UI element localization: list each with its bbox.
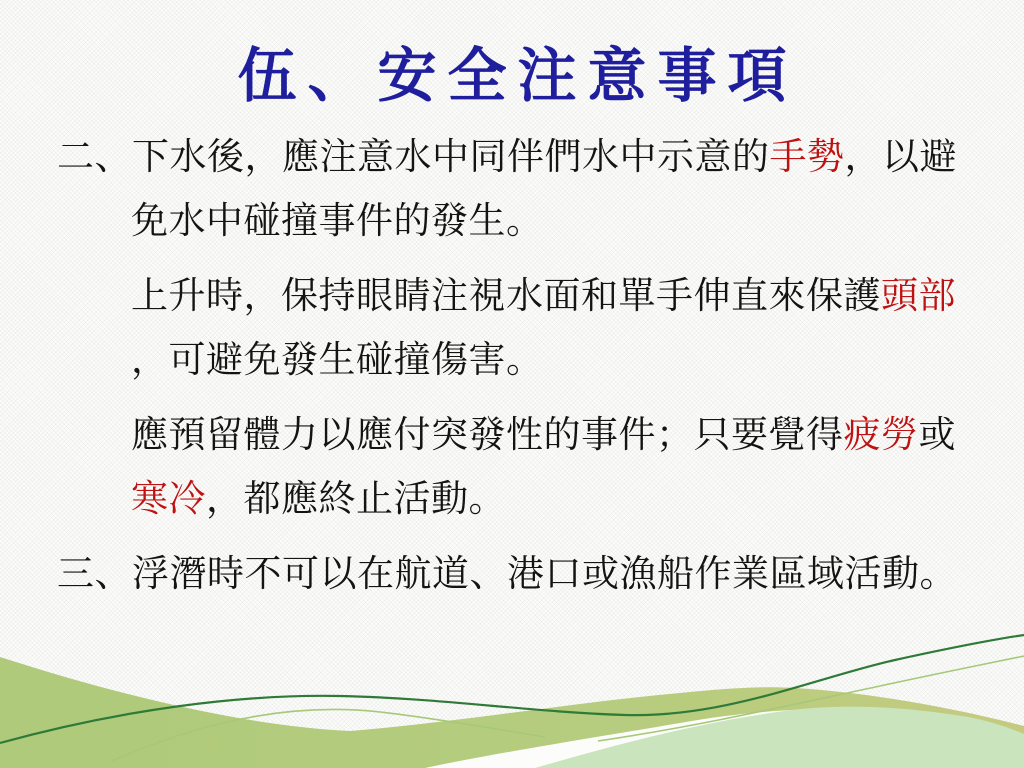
highlight-cold: 寒冷	[131, 479, 206, 520]
text-run: 三、浮潛時不可以在航道、港口或漁船作業區域活動。	[57, 554, 957, 595]
wave-white-gap	[425, 709, 1024, 768]
body-line-3	[57, 265, 980, 329]
body-line-7	[57, 543, 980, 607]
text-run: ，都應終止活動。	[206, 479, 506, 520]
highlight-hand-signals: 手勢	[769, 137, 845, 178]
body-line-1	[57, 126, 980, 190]
wave-line-dark	[0, 635, 1024, 743]
body-line-2	[57, 190, 980, 254]
text-run: 二、下水後，應注意水中同伴們水中示意的	[57, 137, 770, 178]
text-run: 上升時，保持眼睛注視水面和單手伸直來保護	[131, 276, 881, 317]
text-run: ，可避免發生碰撞傷害。	[131, 340, 544, 381]
text-run: ，以避	[844, 137, 957, 178]
body-line-4	[57, 329, 980, 393]
wave-pale-green	[535, 707, 1024, 768]
wave-line-light-right	[598, 656, 1024, 741]
slide-title: 伍、安全注意事項	[237, 43, 798, 109]
highlight-fatigue: 疲勞	[843, 415, 919, 456]
text-run: 應預留體力以應付突發性的事件；只要覺得	[131, 415, 844, 456]
body-line-5	[57, 404, 980, 468]
body-line-6	[57, 468, 980, 532]
text-run: 免水中碰撞事件的發生。	[131, 201, 544, 242]
text-run: 或	[918, 415, 956, 456]
wave-line-light-left	[112, 709, 545, 761]
slide-body	[57, 126, 980, 607]
highlight-head: 頭部	[881, 276, 956, 317]
wave-olive-band	[0, 657, 1024, 768]
